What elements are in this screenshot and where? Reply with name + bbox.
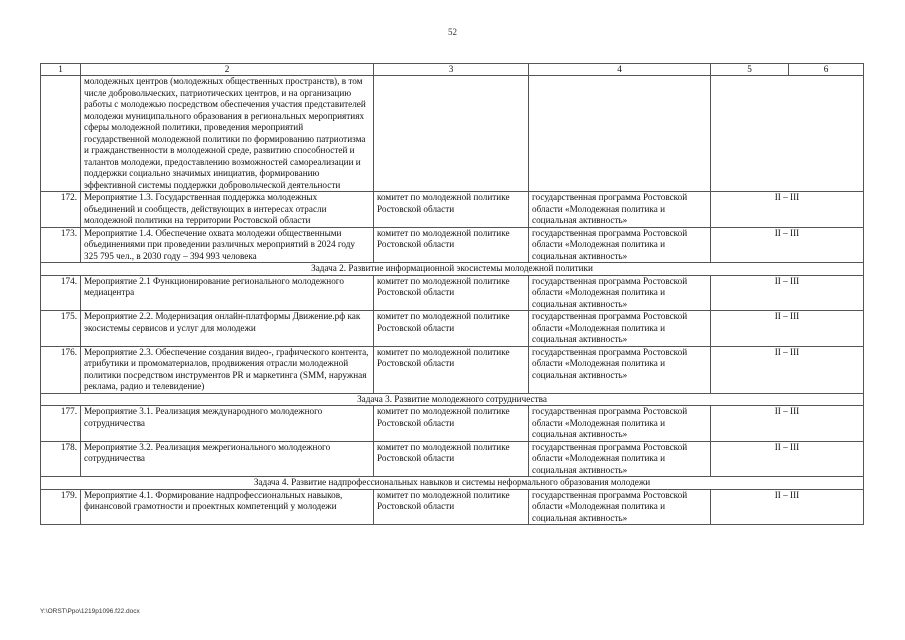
program-cell: государственная программа Ростовской области «Молодежная политика и социальная активность» [529,227,711,263]
program-cell: государственная программа Ростовской области «Молодежная политика и социальная активность» [529,311,711,347]
table-row [41,275,864,311]
activity-cell: Мероприятие 3.2. Реализация межрегионального молодежного сотрудничества [81,441,374,477]
executor-cell: комитет по молодежной политике Ростовской области [374,275,529,311]
program-cell: государственная программа Ростовской области «Молодежная политика и социальная активность» [529,489,711,525]
header-cell: 2 [81,64,374,76]
executor-cell: комитет по молодежной политике Ростовской области [374,346,529,393]
activity-cell: Мероприятие 2.2. Модернизация онлайн-платформы Движение.рф как экосистемы сервисов и услуг для молодежи [81,311,374,347]
period-cell: II – III [711,311,864,347]
table-row [41,406,864,442]
activity-cell: Мероприятие 3.1. Реализация международного молодежного сотрудничества [81,406,374,442]
row-number: 176. [41,346,81,393]
table-row [41,311,864,347]
activity-cell: Мероприятие 1.4. Обеспечение охвата молодежи общественными объединениями при проведении различных мероприятий в 2024 году 325 795 чел., в 2030 году – 394 993 человека [81,227,374,263]
table-row [41,227,864,263]
page-number: 52 [448,27,457,37]
plan-table [40,63,864,525]
executor-cell: комитет по молодежной политике Ростовской области [374,441,529,477]
continuation-text: молодежных центров (молодежных общественных пространств), в том числе добровольческих, патриотических центров, и на организацию работы с молодежью посредством обеспечения участия представителей молодежи муниципального образования в региональных мероприятиях сферы молодежной политики, проведения мероприятий государственной молодежной политики по формированию патриотизма и гражданственности в молодежной среде, развитию способностей и талантов молодежи, предоставлению возможностей самореализации и поддержки социально значимых инициатив, формированию эффективной системы поддержки добровольческой деятельности [81,76,374,192]
executor-cell: комитет по молодежной политике Ростовской области [374,489,529,525]
period-cell: II – III [711,275,864,311]
file-path-footer: Y:\ORST\Ppo\1219p1096.f22.docx [40,608,140,615]
activity-cell: Мероприятие 2.3. Обеспечение создания видео-, графического контента, атрибутики и промоматериалов, продвижения отрасли молодежной политики посредством инструментов PR и маркетинга (SMM, наружная реклама, радио и телевидение) [81,346,374,393]
row-number: 179. [41,489,81,525]
period-cell: II – III [711,192,864,228]
header-cell: 3 [374,64,529,76]
task-heading-row [41,393,864,406]
task-heading: Задача 2. Развитие информационной экосистемы молодежной политики [41,263,864,276]
row-number: 178. [41,441,81,477]
row-number: 172. [41,192,81,228]
empty-cell [41,76,81,192]
task-heading-row [41,477,864,490]
header-cell: 6 [789,64,864,76]
table-row [41,192,864,228]
period-cell: II – III [711,346,864,393]
table-row [41,441,864,477]
row-number: 174. [41,275,81,311]
empty-cell [711,76,864,192]
program-cell: государственная программа Ростовской области «Молодежная политика и социальная активность» [529,406,711,442]
executor-cell: комитет по молодежной политике Ростовской области [374,311,529,347]
continuation-row [41,76,864,192]
executor-cell: комитет по молодежной политике Ростовской области [374,192,529,228]
empty-cell [529,76,711,192]
period-cell: II – III [711,441,864,477]
task-heading-row [41,263,864,276]
activity-cell: Мероприятие 2.1 Функционирование регионального молодежного медиацентра [81,275,374,311]
row-number: 177. [41,406,81,442]
header-row [41,64,864,76]
period-cell: II – III [711,406,864,442]
program-cell: государственная программа Ростовской области «Молодежная политика и социальная активность» [529,441,711,477]
table-row [41,346,864,393]
program-cell: государственная программа Ростовской области «Молодежная политика и социальная активность» [529,346,711,393]
task-heading: Задача 3. Развитие молодежного сотрудничества [41,393,864,406]
executor-cell: комитет по молодежной политике Ростовской области [374,227,529,263]
activity-cell: Мероприятие 1.3. Государственная поддержка молодежных объединений и сообществ, действующих в интересах отрасли молодежной политики на территории Ростовской области [81,192,374,228]
period-cell: II – III [711,227,864,263]
activity-cell: Мероприятие 4.1. Формирование надпрофессиональных навыков, финансовой грамотности и проектных компетенций у молодежи [81,489,374,525]
row-number: 175. [41,311,81,347]
header-cell: 5 [711,64,789,76]
executor-cell: комитет по молодежной политике Ростовской области [374,406,529,442]
empty-cell [374,76,529,192]
program-cell: государственная программа Ростовской области «Молодежная политика и социальная активность» [529,275,711,311]
program-cell: государственная программа Ростовской области «Молодежная политика и социальная активность» [529,192,711,228]
period-cell: II – III [711,489,864,525]
task-heading: Задача 4. Развитие надпрофессиональных навыков и системы неформального образования молодежи [41,477,864,490]
header-cell: 4 [529,64,711,76]
table-row [41,489,864,525]
row-number: 173. [41,227,81,263]
header-cell: 1 [41,64,81,76]
